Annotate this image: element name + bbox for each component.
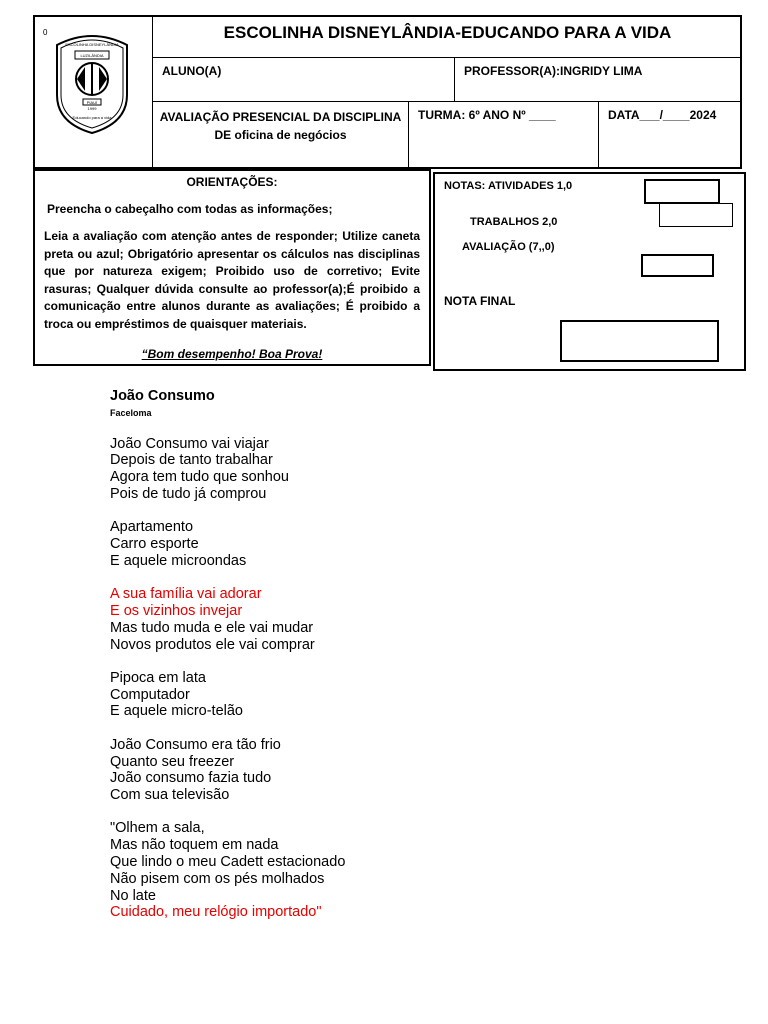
poem-line: Mas não toquem em nada xyxy=(110,837,279,854)
poem-stanza xyxy=(110,820,710,921)
poem-line: Novos produtos ele vai comprar xyxy=(110,636,315,653)
poem-line: Pipoca em lata xyxy=(110,669,206,686)
atividades-score-box[interactable] xyxy=(644,179,720,204)
poem-line: Pois de tudo já comprou xyxy=(110,485,267,502)
poem-line: Que lindo o meu Cadett estacionado xyxy=(110,854,346,871)
poem-line: João Consumo era tão frio xyxy=(110,736,281,753)
logo-year-text: 1999 xyxy=(87,106,97,111)
data-field[interactable]: DATA___/____2024 xyxy=(608,108,717,122)
poem-line: E aquele micro-telão xyxy=(110,703,243,720)
orientacoes-footer: “Bom desempenho! Boa Prova! xyxy=(141,347,323,361)
poem-line: "Olhem a sala, xyxy=(110,820,205,837)
avaliacao-cell xyxy=(153,102,409,169)
avaliacao-score-box[interactable] xyxy=(641,254,714,277)
poem-line: Agora tem tudo que sonhou xyxy=(110,469,289,486)
poem-line: Carro esporte xyxy=(110,536,199,553)
poem-stanza xyxy=(110,670,710,720)
poem-line: A sua família vai adorar xyxy=(110,586,262,603)
avaliacao-line2: DE oficina de negócios xyxy=(214,128,347,142)
notas-atividades-label: NOTAS: ATIVIDADES 1,0 xyxy=(444,180,573,192)
poem-stanzas xyxy=(110,436,710,922)
notas-box xyxy=(433,172,746,371)
poem-line: Mas tudo muda e ele vai mudar xyxy=(110,619,314,636)
orientacoes-p1: Preencha o cabeçalho com todas as informações; xyxy=(47,202,333,216)
notas-avaliacao-label: AVALIAÇÃO (7,,0) xyxy=(462,241,555,253)
turma-field[interactable]: TURMA: 6º ANO Nº ____ xyxy=(409,102,599,169)
poem-stanza xyxy=(110,436,710,503)
nota-final-box[interactable] xyxy=(560,320,719,362)
poem-line: E os vizinhos invejar xyxy=(110,602,243,619)
poem-stanza xyxy=(110,519,710,569)
logo-cell xyxy=(33,15,153,169)
poem-line: Apartamento xyxy=(110,519,194,536)
aluno-field[interactable]: ALUNO(A) xyxy=(153,58,455,102)
poem-line: Computador xyxy=(110,686,190,703)
professor-field: PROFESSOR(A):INGRIDY LIMA xyxy=(464,64,643,78)
notas-trabalhos-label: TRABALHOS 2,0 xyxy=(470,216,558,228)
poem-line: Com sua televisão xyxy=(110,787,230,804)
poem-title: João Consumo xyxy=(110,388,215,404)
poem-line: João Consumo vai viajar xyxy=(110,435,269,452)
avaliacao-line1: AVALIAÇÃO PRESENCIAL DA DISCIPLINA xyxy=(159,110,402,124)
logo-bottom-text: Educando para a vida xyxy=(72,115,112,120)
nota-final-label: NOTA FINAL xyxy=(444,294,516,308)
trabalhos-score-box[interactable] xyxy=(659,203,733,227)
poem-line: Não pisem com os pés molhados xyxy=(110,870,325,887)
poem-line: E aquele microondas xyxy=(110,552,247,569)
poem-line: Depois de tanto trabalhar xyxy=(110,452,273,469)
school-title: ESCOLINHA DISNEYLÂNDIA-EDUCANDO PARA A VIDA xyxy=(153,15,742,58)
orientacoes-p2: Leia a avaliação com atenção antes de responder; Utilize caneta preta ou azul; Obrigatório apresentar os cálculos nas disciplinas que por natureza exigem; Proibido uso de corretivo; Evite rasuras; Qualquer dúvida consulte ao professor(a);É proibido a comunicação entre alunos durante as avaliações; É proibido a troca ou empréstimos de quaisquer materiais. xyxy=(44,229,420,331)
poem-line: Quanto seu freezer xyxy=(110,753,235,770)
poem-line: João consumo fazia tudo xyxy=(110,770,272,787)
poem-line: Cuidado, meu relógio importado" xyxy=(110,904,322,921)
logo-top-text: ESCOLINHA DISNEYLÂNDIA xyxy=(65,42,119,47)
corner-mark: 0 xyxy=(43,28,48,37)
orientacoes-box xyxy=(33,169,431,366)
poem-stanza xyxy=(110,586,710,653)
poem-author: Faceloma xyxy=(110,407,152,418)
poem-stanza xyxy=(110,737,710,804)
logo-mid-text: LUZILÂNDIA xyxy=(80,53,104,58)
poem xyxy=(110,388,710,938)
poem-line: No late xyxy=(110,887,156,904)
school-crest-icon xyxy=(33,15,151,165)
logo-state-text: PIAUÍ xyxy=(86,100,98,105)
orientacoes-title: ORIENTAÇÕES: xyxy=(186,175,278,189)
